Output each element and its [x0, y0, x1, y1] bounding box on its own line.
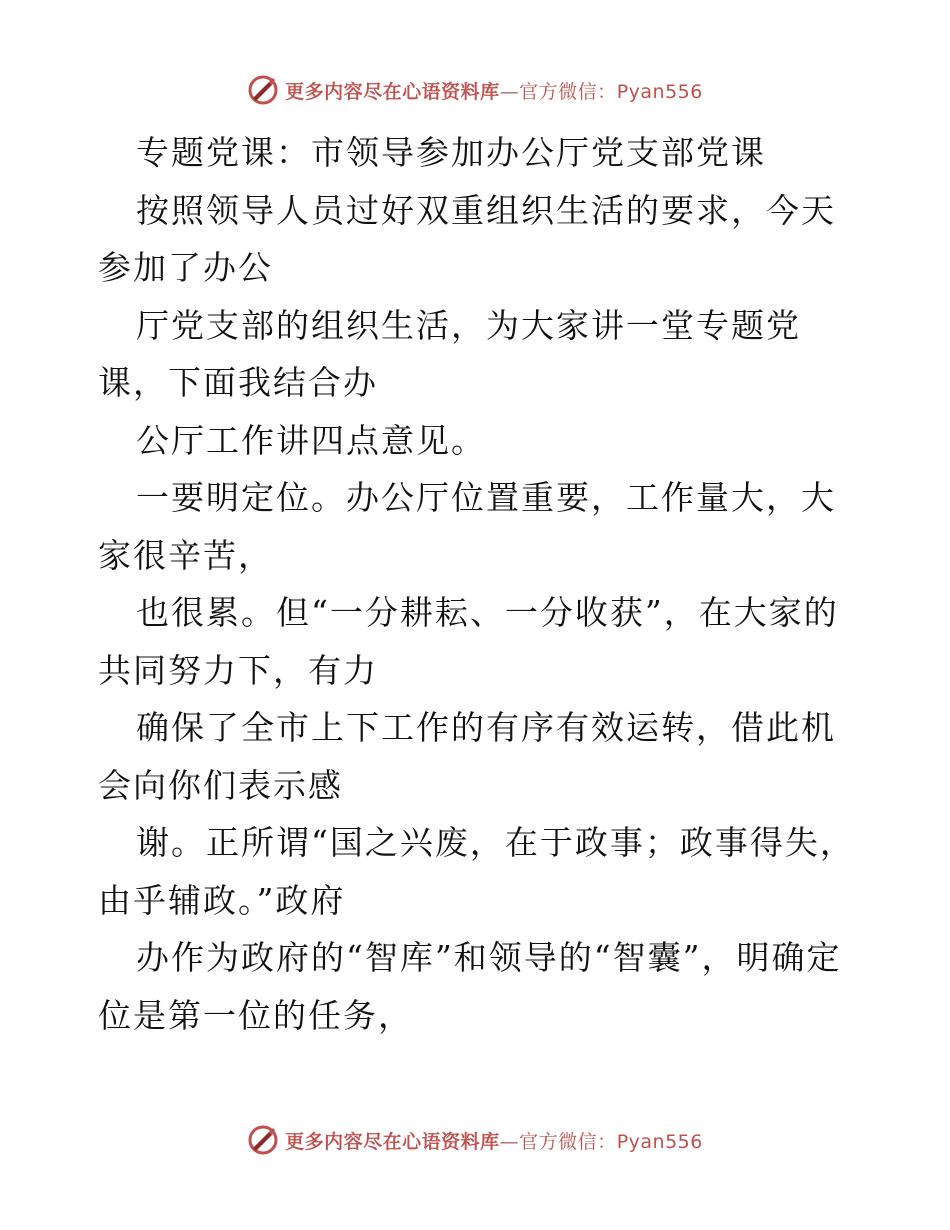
watermark-wechat-id: Pyan556 [616, 80, 703, 103]
watermark-wechat-id: Pyan556 [616, 1130, 703, 1153]
paragraph: 办作为政府的“智库”和领导的“智囊”，明确定位是第一位的任务， [98, 938, 842, 1035]
watermark-separator: — [499, 80, 520, 103]
footer-watermark [0, 1120, 950, 1160]
brand-logo-icon [247, 1124, 279, 1156]
paragraph: 公厅工作讲四点意见。 [136, 420, 486, 460]
watermark-separator: — [499, 1130, 520, 1153]
document-title: 专题党课：市领导参加办公厅党支部党课 [136, 133, 766, 172]
paragraph: 确保了全市上下工作的有序有效运转，借此机会向你们表示感 [98, 708, 836, 805]
paragraph: 谢。正所谓“国之兴废，在于政事；政事得失，由乎辅政。”政府 [98, 823, 855, 920]
document-body [98, 124, 856, 1044]
watermark-brand-name: 更多内容尽在心语资料库 [285, 80, 500, 103]
watermark-wechat-label: 官方微信： [519, 80, 617, 103]
header-watermark [0, 70, 950, 110]
paragraph: 也很累。但“一分耕耘、一分收获”，在大家的共同努力下，有力 [98, 593, 839, 690]
watermark-brand-name: 更多内容尽在心语资料库 [285, 1130, 500, 1153]
watermark-text [285, 1127, 703, 1154]
paragraph: 厅党支部的组织生活，为大家讲一堂专题党课，下面我结合办 [98, 305, 801, 402]
watermark-wechat-label: 官方微信： [519, 1130, 617, 1153]
brand-logo-icon [247, 74, 279, 106]
paragraph: 一要明定位。办公厅位置重要，工作量大，大家很辛苦， [98, 478, 836, 575]
paragraph: 按照领导人员过好双重组织生活的要求，今天参加了办公 [98, 190, 836, 287]
watermark-text [285, 77, 703, 104]
